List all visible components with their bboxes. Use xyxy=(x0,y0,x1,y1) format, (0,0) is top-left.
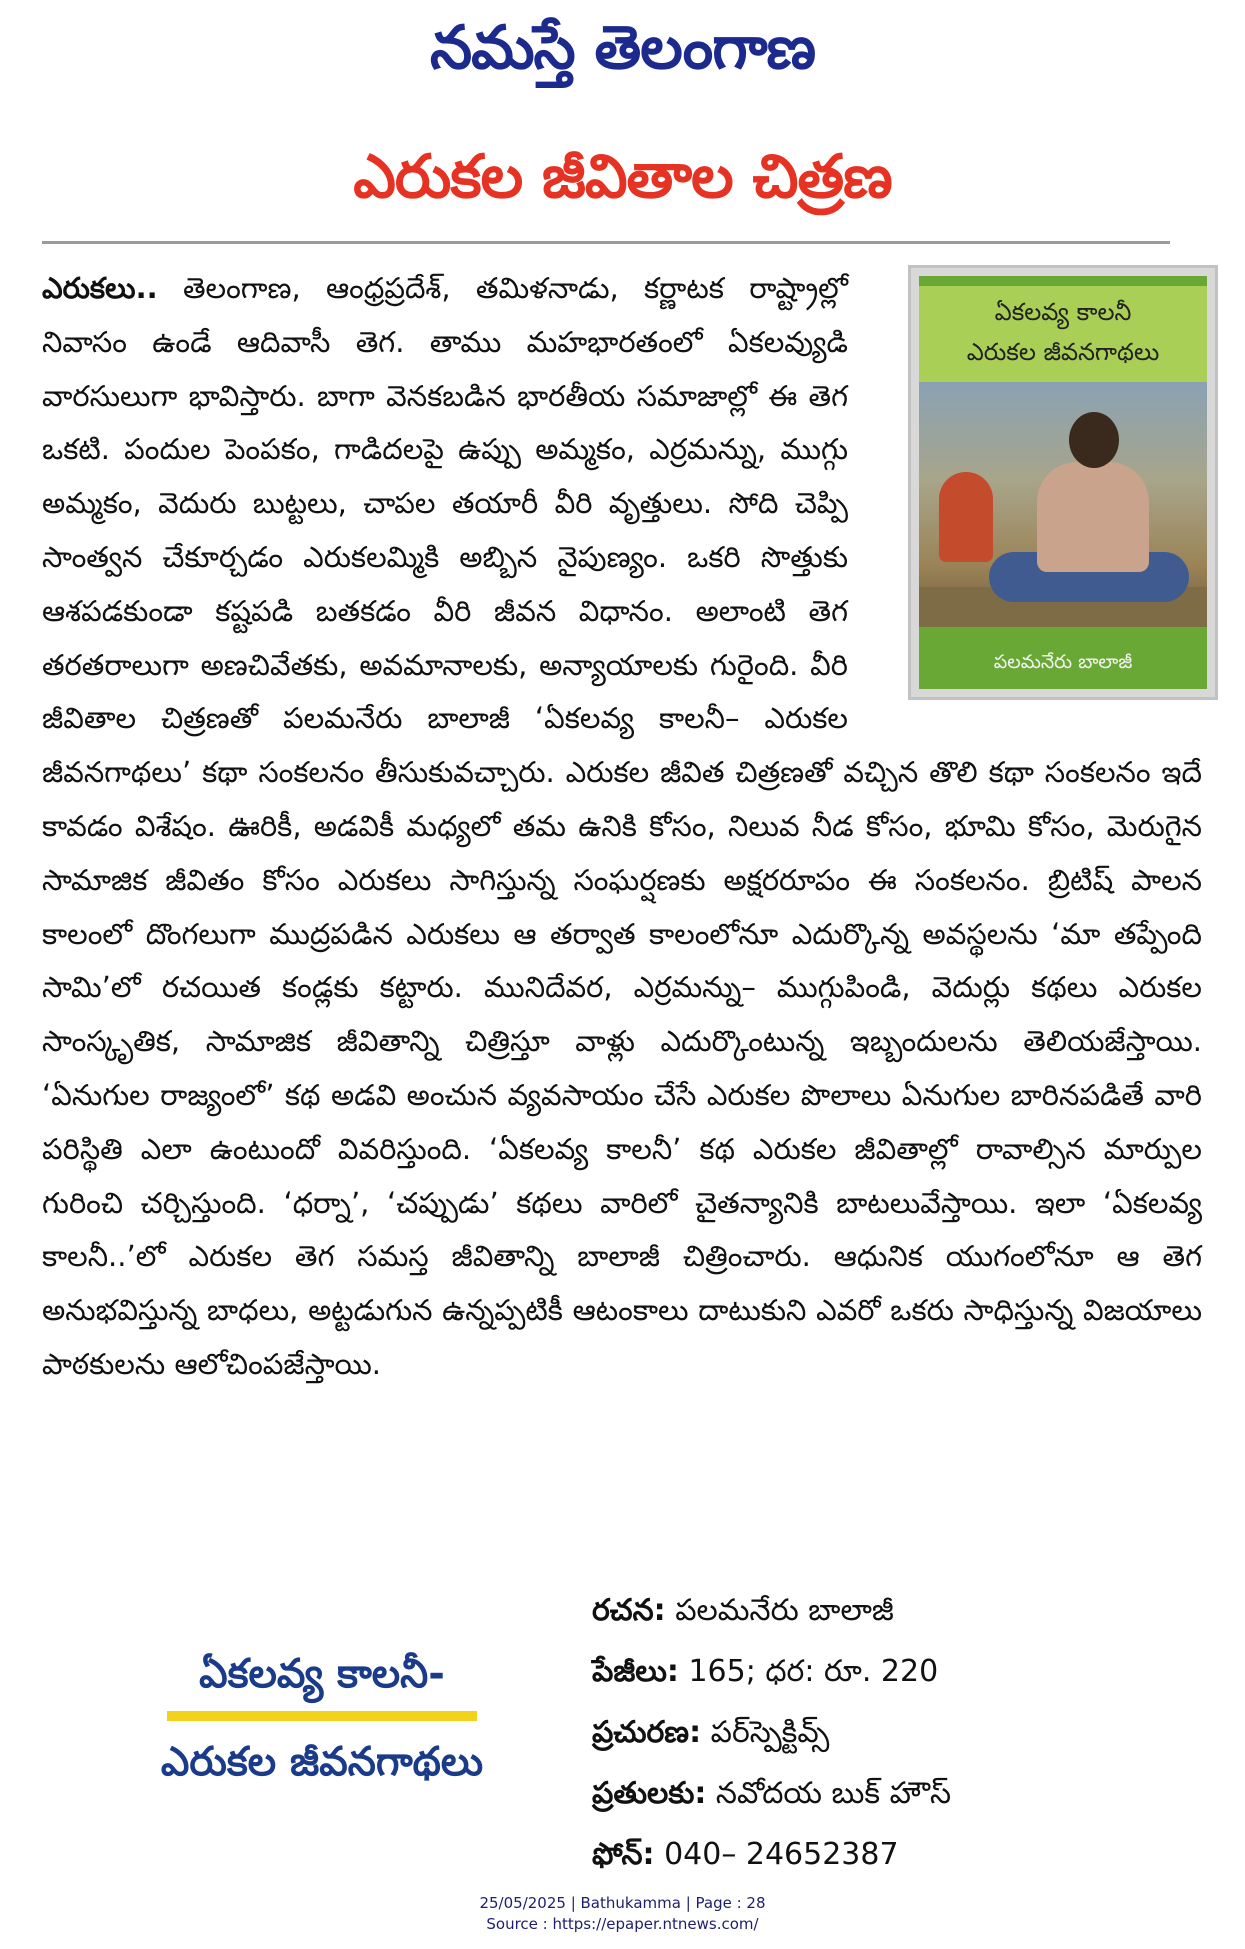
detail-phone-row xyxy=(592,1824,1212,1885)
detail-label: రచన: xyxy=(592,1593,666,1628)
book-cover-inner xyxy=(919,276,1207,689)
cover-photo-figure-body xyxy=(1037,462,1149,572)
detail-value: 165; ధర: రూ. 220 xyxy=(688,1654,939,1689)
book-title-underline xyxy=(167,1711,477,1721)
book-title-line1: ఏకలవ్య కాలనీ- xyxy=(199,1651,445,1697)
cover-photo xyxy=(919,382,1207,627)
book-cover-image xyxy=(908,265,1218,700)
cover-photo-background-person xyxy=(939,472,993,562)
cover-title xyxy=(919,286,1207,382)
detail-label: ఫోన్: xyxy=(592,1837,655,1872)
footer-date-line: 25/05/2025 | Bathukamma | Page : 28 xyxy=(479,1894,766,1912)
masthead: నమస్తే తెలంగాణ xyxy=(429,13,816,83)
cover-photo-figure-head xyxy=(1069,412,1119,468)
headline: ఎరుకల జీవితాల చిత్రణ xyxy=(353,142,892,212)
headline-divider xyxy=(42,241,1170,244)
detail-publisher-row xyxy=(592,1702,1212,1763)
cover-title-line1: ఏకలవ్య కాలనీ xyxy=(994,298,1132,326)
cover-title-line2: ఎరుకల జీవనగాథలు xyxy=(966,338,1160,366)
detail-value: 040– 24652387 xyxy=(664,1837,899,1872)
detail-label: ప్రచురణ: xyxy=(592,1715,702,1750)
detail-value: పలమనేరు బాలాజీ xyxy=(675,1593,894,1628)
book-title-box xyxy=(112,1645,532,1791)
detail-copies-row xyxy=(592,1763,1212,1824)
detail-value: పర్‌స్పెక్టివ్స్ xyxy=(710,1715,830,1750)
footer-source-line: Source : https://epaper.ntnews.com/ xyxy=(486,1915,759,1933)
article-text: తెలంగాణ, ఆంధ్రప్రదేశ్, తమిళనాడు, కర్ణాటక రాష్ట్రాల్లో నివాసం ఉండే ఆదివాసీ తెగ. తాము మహభారతంలో ఏకలవ్యుడి వారసులుగా భావిస్తారు. బాగా వెనకబడిన భారతీయ సమాజాల్లో ఈ తెగ ఒకటి. పందుల పెంపకం, గాడిదలపై ఉప్పు అమ్మకం, ఎర్రమన్ను, ముగ్గు అమ్మకం, వెదురు బుట్టలు, చాపల తయారీ వీరి వృత్తులు. సోది చెప్పి సాంత్వన చేకూర్చడం ఎరుకలమ్మికి అబ్బిన నైపుణ్యం. ఒకరి సొత్తుకు ఆశపడకుండా కష్టపడి బతకడం వీరి జీవన విధానం. అలాంటి తెగ తరతరాలుగా అణచివేతకు, అవమానాలకు, అన్యాయాలకు గురైంది. వీరి జీవితాల చిత్రణతో పలమనేరు బాలాజీ ‘ఏకలవ్య కాలనీ– ఎరుకల జీవనగాథలు’ కథా సంకలనం తీసుకువచ్చారు. ఎరుకల జీవిత చిత్రణతో వచ్చిన తొలి కథా సంకలనం ఇదే కావడం విశేషం. ఊరికీ, అడవికీ మధ్యలో తమ ఉనికి కోసం, నిలువ నీడ కోసం, భూమి కోసం, మెరుగైన సామాజిక జీవితం కోసం ఎరుకలు సాగిస్తున్న సంఘర్షణకు అక్షరరూపం ఈ సంకలనం. బ్రిటిష్ పాలన కాలంలో దొంగలుగా ముద్రపడిన ఎరుకలు ఆ తర్వాత కాలంలోనూ ఎదుర్కొన్న అవస్థలను ‘మా తప్పేంది సామి’లో రచయిత కండ్లకు కట్టారు. మునిదేవర, ఎర్రమన్ను– ముగ్గుపిండి, వెదుర్లు కథలు ఎరుకల సాంస్కృతిక, సామాజిక జీవితాన్ని చిత్రిస్తూ వాళ్లు ఎదుర్కొంటున్న ఇబ్బందులను తెలియజేస్తాయి. ‘ఏనుగుల రాజ్యంలో’ కథ అడవి అంచున వ్యవసాయం చేసే ఎరుకల పొలాలు ఏనుగుల బారినపడితే వారి పరిస్థితి ఎలా ఉంటుందో వివరిస్తుంది. ‘ఏకలవ్య కాలనీ’ కథ ఎరుకల జీవితాల్లో రావాల్సిన మార్పుల గురించి చర్చిస్తుంది. ‘ధర్నా’, ‘చప్పుడు’ కథలు వారిలో చైతన్యానికి బాటలువేస్తాయి. ఇలా ‘ఏకలవ్య కాలనీ..’లో ఎరుకల తెగ సమస్త జీవితాన్ని బాలాజీ చిత్రించారు. ఆధునిక యుగంలోనూ ఆ తెగ అనుభవిస్తున్న బాధలు, అట్టడుగున ఉన్నప్పటికీ ఆటంకాలు దాటుకుని ఎవరో ఒకరు సాధిస్తున్న విజయాలు పాఠకులను ఆలోచింపజేస్తాయి. xyxy=(42,271,1202,1381)
detail-label: పేజీలు: xyxy=(592,1654,679,1689)
detail-value: నవోదయ బుక్ హౌస్ xyxy=(715,1776,952,1811)
book-details xyxy=(592,1580,1212,1885)
book-title-line2: ఎరుకల జీవనగాథలు xyxy=(160,1739,484,1785)
detail-label: ప్రతులకు: xyxy=(592,1776,707,1811)
cover-author: పలమనేరు బాలాజీ xyxy=(993,651,1133,673)
page-footer xyxy=(0,1893,1245,1935)
article-lead: ఎరుకలు.. xyxy=(42,271,158,305)
detail-pages-row xyxy=(592,1641,1212,1702)
detail-author-row xyxy=(592,1580,1212,1641)
